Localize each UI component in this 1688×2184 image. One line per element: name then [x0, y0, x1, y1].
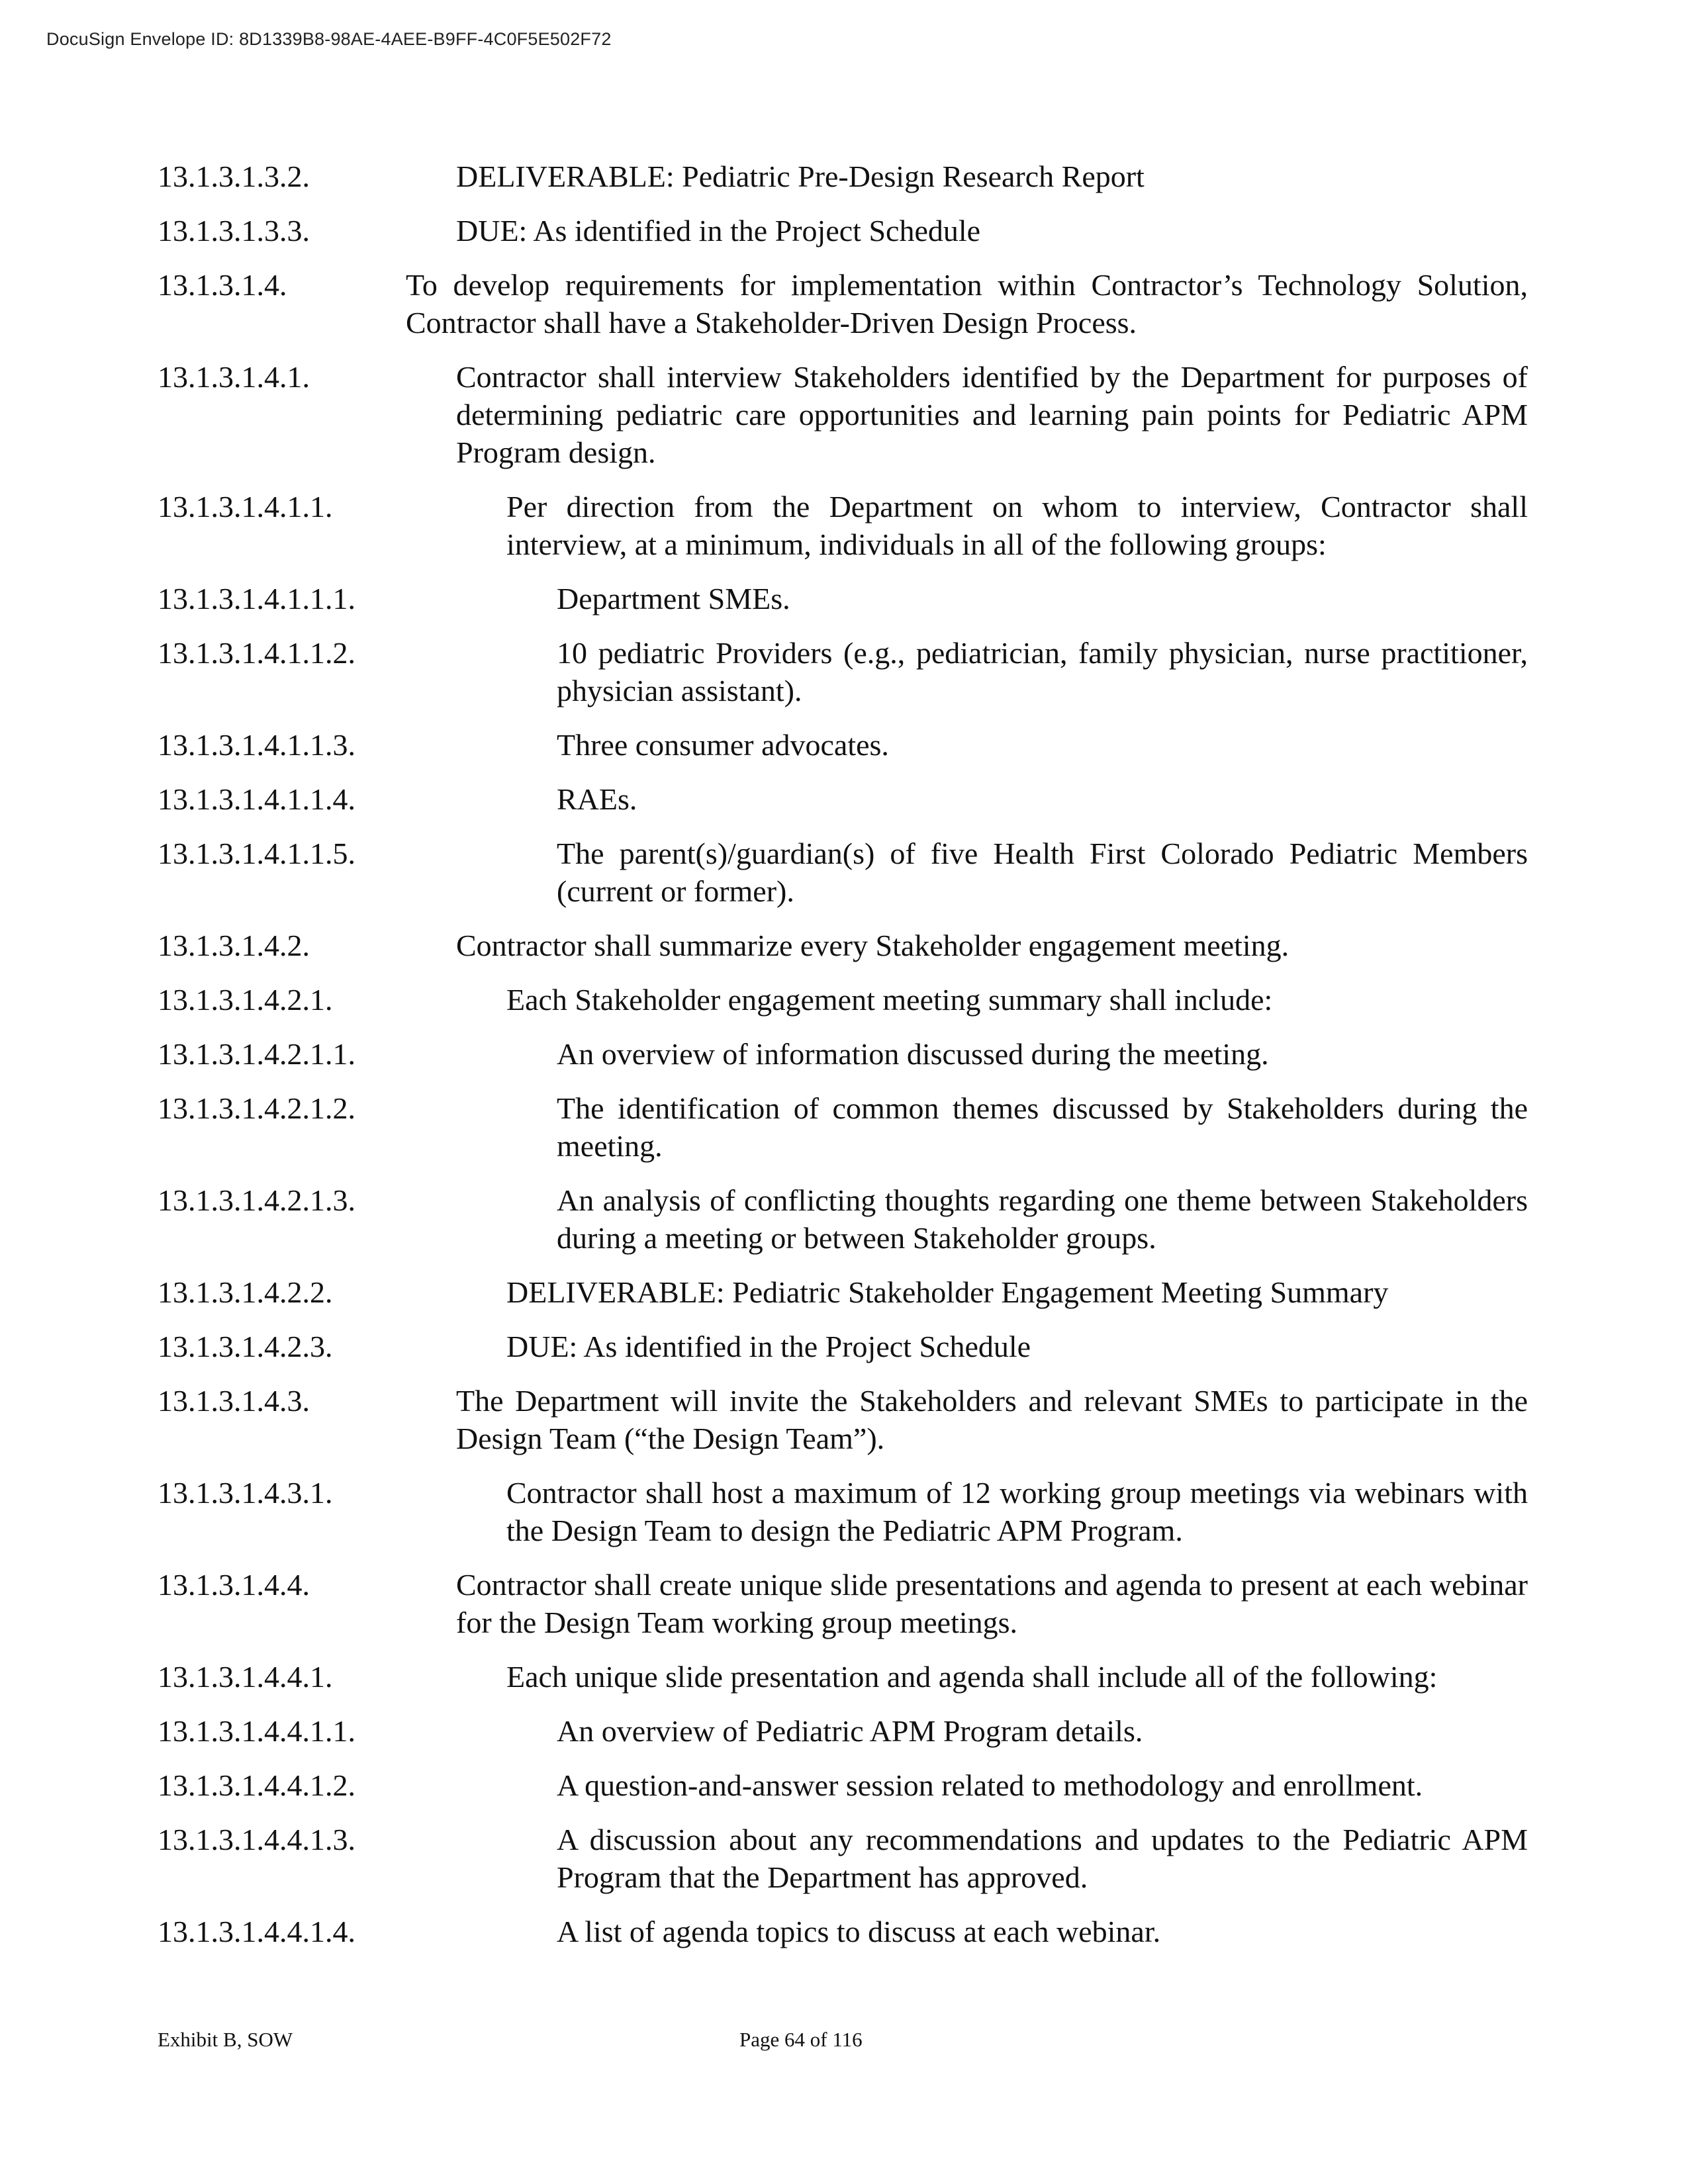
- section-text: The Department will invite the Stakeholders and relevant SMEs to participate in the Design Team (“the Design Team”).: [456, 1384, 1528, 1455]
- list-item: [158, 1566, 1528, 1641]
- section-number: 13.1.3.1.4.4.1.3.: [158, 1823, 355, 1856]
- section-text: The identification of common themes discussed by Stakeholders during the meeting.: [557, 1091, 1528, 1163]
- section-number: 13.1.3.1.4.4.1.1.: [158, 1714, 355, 1748]
- list-item: [158, 1181, 1528, 1257]
- list-item: [158, 1089, 1528, 1165]
- section-text: Three consumer advocates.: [557, 728, 889, 762]
- section-text: A discussion about any recommendations and updates to the Pediatric APM Program that the Department has approved.: [557, 1823, 1528, 1894]
- section-text: DELIVERABLE: Pediatric Pre-Design Research Report: [456, 159, 1145, 193]
- section-text: A list of agenda topics to discuss at each webinar.: [557, 1915, 1161, 1948]
- section-number: 13.1.3.1.4.2.2.: [158, 1275, 333, 1309]
- section-number: 13.1.3.1.4.1.: [158, 360, 310, 394]
- section-number: 13.1.3.1.4.1.1.3.: [158, 728, 355, 762]
- list-item: [158, 1328, 1528, 1365]
- list-item: [158, 212, 1528, 250]
- section-number: 13.1.3.1.4.2.3.: [158, 1330, 333, 1363]
- list-item: [158, 726, 1528, 764]
- section-text: Each unique slide presentation and agenda shall include all of the following:: [506, 1660, 1438, 1694]
- section-text: Per direction from the Department on whom to interview, Contractor shall interview, at a minimum, individuals in all of the following groups:: [506, 490, 1528, 561]
- list-item: [158, 488, 1528, 563]
- section-text: To develop requirements for implementation within Contractor’s Technology Solution, Contractor shall have a Stakeholder-Driven Design Process.: [406, 268, 1528, 340]
- section-text: 10 pediatric Providers (e.g., pediatrician, family physician, nurse practitioner, physician assistant).: [557, 636, 1528, 707]
- section-number: 13.1.3.1.4.2.: [158, 929, 310, 962]
- section-text: An overview of Pediatric APM Program details.: [557, 1714, 1143, 1748]
- docusign-envelope-id: DocuSign Envelope ID: 8D1339B8-98AE-4AEE-B9FF-4C0F5E502F72: [46, 29, 612, 49]
- footer-exhibit-label: Exhibit B, SOW: [158, 2028, 293, 2051]
- section-text: DUE: As identified in the Project Schedule: [456, 214, 981, 248]
- section-text: Contractor shall create unique slide presentations and agenda to present at each webinar for the Design Team working group meetings.: [456, 1568, 1528, 1639]
- section-text: Contractor shall summarize every Stakeholder engagement meeting.: [456, 929, 1289, 962]
- section-number: 13.1.3.1.3.2.: [158, 159, 310, 193]
- list-item: [158, 634, 1528, 709]
- list-item: [158, 1273, 1528, 1311]
- section-text: Each Stakeholder engagement meeting summary shall include:: [506, 983, 1273, 1017]
- section-number: 13.1.3.1.4.3.: [158, 1384, 310, 1418]
- section-text: An analysis of conflicting thoughts regarding one theme between Stakeholders during a meeting or between Stakeholder groups.: [557, 1183, 1528, 1255]
- list-item: [158, 1474, 1528, 1549]
- list-item: [158, 780, 1528, 818]
- section-number: 13.1.3.1.4.3.1.: [158, 1476, 333, 1510]
- list-item: [158, 580, 1528, 617]
- section-number: 13.1.3.1.4.: [158, 268, 287, 302]
- section-number: 13.1.3.1.4.2.1.2.: [158, 1091, 355, 1125]
- section-number: 13.1.3.1.4.4.1.: [158, 1660, 333, 1694]
- section-text: DUE: As identified in the Project Schedule: [506, 1330, 1031, 1363]
- section-text: A question-and-answer session related to methodology and enrollment.: [557, 1768, 1423, 1802]
- list-item: [158, 1821, 1528, 1896]
- section-number: 13.1.3.1.4.2.1.3.: [158, 1183, 355, 1217]
- section-number: 13.1.3.1.4.1.1.2.: [158, 636, 355, 670]
- section-number: 13.1.3.1.4.1.1.: [158, 490, 333, 523]
- footer-page-number: Page 64 of 116: [739, 2028, 863, 2051]
- section-text: DELIVERABLE: Pediatric Stakeholder Engagement Meeting Summary: [506, 1275, 1389, 1309]
- list-item: [158, 1658, 1528, 1696]
- document-body: [158, 158, 1528, 1967]
- section-text: Department SMEs.: [557, 582, 790, 615]
- section-number: 13.1.3.1.4.1.1.5.: [158, 837, 355, 870]
- section-number: 13.1.3.1.4.4.1.4.: [158, 1915, 355, 1948]
- list-item: [158, 158, 1528, 195]
- list-item: [158, 1382, 1528, 1457]
- section-number: 13.1.3.1.4.1.1.4.: [158, 782, 355, 816]
- section-text: Contractor shall host a maximum of 12 working group meetings via webinars with the Design Team to design the Pediatric APM Program.: [506, 1476, 1528, 1547]
- section-number: 13.1.3.1.4.4.: [158, 1568, 310, 1602]
- list-item: [158, 1712, 1528, 1750]
- section-number: 13.1.3.1.4.1.1.1.: [158, 582, 355, 615]
- list-item: [158, 1766, 1528, 1804]
- section-text: The parent(s)/guardian(s) of five Health First Colorado Pediatric Members (current or former).: [557, 837, 1528, 908]
- section-number: 13.1.3.1.4.4.1.2.: [158, 1768, 355, 1802]
- section-text: Contractor shall interview Stakeholders identified by the Department for purposes of determining pediatric care opportunities and learning pain points for Pediatric APM Program design.: [456, 360, 1528, 469]
- section-number: 13.1.3.1.3.3.: [158, 214, 310, 248]
- section-text: An overview of information discussed during the meeting.: [557, 1037, 1269, 1071]
- list-item: [158, 835, 1528, 910]
- list-item: [158, 927, 1528, 964]
- list-item: [158, 1913, 1528, 1950]
- section-number: 13.1.3.1.4.2.1.: [158, 983, 333, 1017]
- list-item: [158, 981, 1528, 1019]
- section-number: 13.1.3.1.4.2.1.1.: [158, 1037, 355, 1071]
- section-text: RAEs.: [557, 782, 637, 816]
- list-item: [158, 1035, 1528, 1073]
- list-item: [158, 358, 1528, 471]
- list-item: [158, 266, 1528, 341]
